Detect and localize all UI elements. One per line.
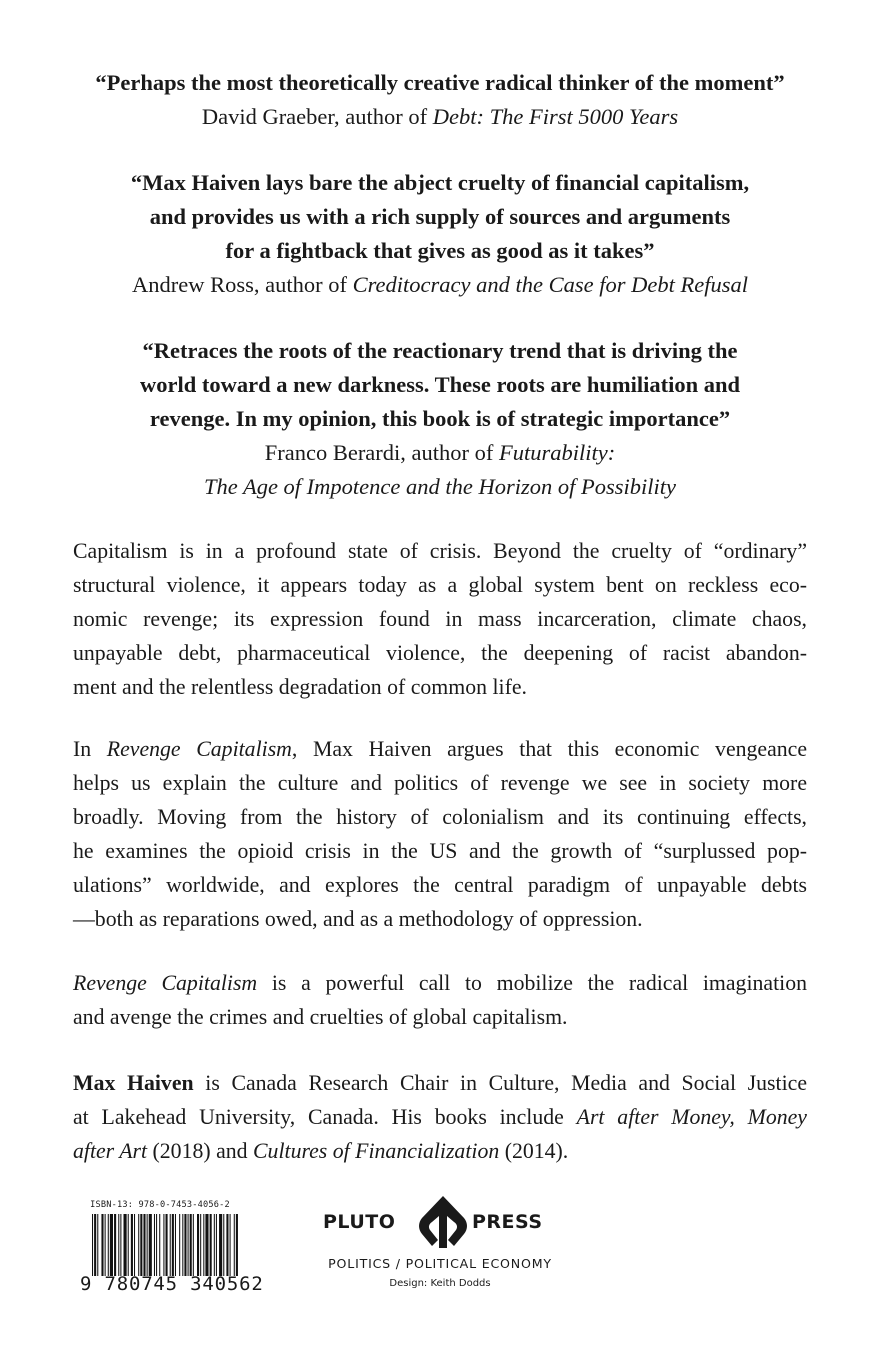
barcode-bar — [138, 1214, 139, 1276]
barcode-bar — [101, 1214, 103, 1276]
quote-line: world toward a new darkness. These roots are humiliation and — [139, 372, 741, 397]
isbn-barcode — [80, 1200, 264, 1300]
author-bio — [73, 1066, 807, 1168]
text-line: broadly. Moving from the history of colonialism and its continuing effects, — [73, 805, 807, 829]
description-paragraph-1 — [73, 534, 807, 704]
quote-line: for a fightback that gives as good as it takes” — [225, 238, 655, 263]
text-line — [73, 1066, 807, 1100]
barcode-bar — [92, 1214, 93, 1276]
text-run: , Max Haiven argues that this economic vengeance — [291, 737, 808, 761]
barcode-bar — [147, 1214, 148, 1276]
blurb-quote — [40, 166, 840, 268]
barcode-bar — [159, 1214, 160, 1276]
attribution-text: Franco Berardi, author of — [264, 440, 500, 465]
barcode-bar — [200, 1214, 201, 1276]
text-line — [73, 1134, 807, 1168]
quote-line: revenge. In my opinion, this book is of strategic importance” — [149, 406, 731, 431]
barcode-bar — [197, 1214, 199, 1276]
subject-category: POLITICS / POLITICAL ECONOMY — [328, 1256, 552, 1271]
publisher-block — [300, 1192, 580, 1302]
text-line — [73, 732, 807, 766]
barcode-bar — [166, 1214, 168, 1276]
barcode-bar — [134, 1214, 135, 1276]
quote-line: “Retraces the roots of the reactionary trend that is driving the — [142, 338, 738, 363]
barcode-bar — [140, 1214, 142, 1276]
author-name: Max Haiven — [73, 1071, 194, 1095]
barcode-bar — [175, 1214, 176, 1276]
barcode-bar — [154, 1214, 155, 1276]
attribution-title: The Age of Impotence and the Horizon of Possibility — [203, 474, 677, 499]
book-title: Cultures of Financialization — [253, 1139, 500, 1163]
blurb-quote — [40, 66, 840, 100]
blurb-attribution — [40, 100, 840, 134]
barcode-bar — [131, 1214, 133, 1276]
barcode-bar — [105, 1214, 106, 1276]
text-line: helps us explain the culture and politics of revenge we see in society more — [73, 771, 807, 795]
barcode-bar — [184, 1214, 186, 1276]
barcode-bar — [108, 1214, 109, 1276]
text-line: —both as reparations owed, and as a methodology of oppression. — [73, 907, 643, 931]
barcode-bar — [124, 1214, 127, 1276]
barcode-bar — [97, 1214, 98, 1276]
barcode-bar — [114, 1214, 116, 1276]
text-line: he examines the opioid crisis in the US and the growth of “surplussed pop- — [73, 839, 807, 863]
pluto-press-logo-icon — [418, 1196, 468, 1248]
barcode-bar — [216, 1214, 217, 1276]
barcode-bar — [143, 1214, 145, 1276]
attribution-title: Creditocracy and the Case for Debt Refusal — [352, 272, 748, 297]
blurb-attribution — [40, 268, 840, 302]
text-line — [73, 966, 807, 1000]
text-line: structural violence, it appears today as a global system bent on reckless eco- — [73, 573, 807, 597]
barcode-bar — [94, 1214, 96, 1276]
attribution-title: Futurability: — [499, 440, 616, 465]
text-line: ment and the relentless degradation of common life. — [73, 675, 527, 699]
text-line — [73, 1100, 807, 1134]
barcode-bar — [172, 1214, 174, 1276]
barcode-bars — [92, 1214, 238, 1276]
blurb-berardi — [40, 334, 840, 504]
barcode-bar — [205, 1214, 208, 1276]
barcode-bar — [110, 1214, 113, 1276]
text-run: is Canada Research Chair in Culture, Media and Social Justice — [193, 1071, 807, 1095]
barcode-bar — [193, 1214, 194, 1276]
blurb-quote — [40, 334, 840, 436]
barcode-bar — [118, 1214, 119, 1276]
quote-line: “Max Haiven lays bare the abject cruelty of financial capitalism, — [130, 170, 750, 195]
blurb-graeber — [40, 66, 840, 134]
barcode-bar — [219, 1214, 222, 1276]
text-run: (2014). — [499, 1139, 569, 1163]
barcode-bar — [234, 1214, 235, 1276]
barcode-bar — [120, 1214, 121, 1276]
publisher-name-right: PRESS — [472, 1211, 543, 1233]
barcode-bar — [223, 1214, 224, 1276]
attribution-title: Debt: The First 5000 Years — [432, 104, 679, 129]
blurb-attribution — [40, 436, 840, 504]
barcode-bar — [230, 1214, 231, 1276]
isbn-digits: 9 780745 340562 — [80, 1273, 264, 1295]
barcode-bar — [188, 1214, 189, 1276]
text-run: at Lakehead University, Canada. His books include — [73, 1105, 577, 1129]
isbn-label: ISBN-13: 978-0-7453-4056-2 — [90, 1200, 230, 1210]
text-line: and avenge the crimes and cruelties of global capitalism. — [73, 1005, 568, 1029]
barcode-bar — [226, 1214, 228, 1276]
blurb-ross — [40, 166, 840, 302]
barcode-bar — [190, 1214, 192, 1276]
barcode-bar — [214, 1214, 215, 1276]
description-paragraph-3 — [73, 966, 807, 1034]
book-title: after Art — [73, 1139, 148, 1163]
text-run: In — [73, 737, 107, 761]
book-title: Revenge Capitalism — [73, 971, 258, 995]
book-title: Revenge Capitalism — [106, 737, 292, 761]
text-line: Capitalism is in a profound state of crisis. Beyond the cruelty of “ordinary” — [73, 539, 807, 563]
barcode-bar — [182, 1214, 183, 1276]
attribution-text: Andrew Ross, author of — [132, 272, 353, 297]
barcode-bar — [179, 1214, 180, 1276]
quote-line: and provides us with a rich supply of sources and arguments — [149, 204, 731, 229]
text-line: ulations” worldwide, and explores the central paradigm of unpayable debts — [73, 873, 807, 897]
text-line: unpayable debt, pharmaceutical violence, the deepening of racist abandon- — [73, 641, 807, 665]
barcode-bar — [163, 1214, 164, 1276]
text-run: is a powerful call to mobilize the radical imagination — [257, 971, 807, 995]
text-run: (2018) and — [147, 1139, 254, 1163]
description-paragraph-2 — [73, 732, 807, 936]
publisher-name-left: PLUTO — [323, 1211, 396, 1233]
text-line: nomic revenge; its expression found in mass incarceration, climate chaos, — [73, 607, 807, 631]
barcode-bar — [170, 1214, 171, 1276]
barcode-bar — [149, 1214, 152, 1276]
book-title: Art after Money, Money — [576, 1105, 807, 1129]
barcode-bar — [236, 1214, 238, 1276]
quote-line: “Perhaps the most theoretically creative radical thinker of the moment” — [95, 70, 785, 95]
barcode-bar — [128, 1214, 129, 1276]
barcode-bar — [156, 1214, 157, 1276]
design-credit: Design: Keith Dodds — [389, 1278, 491, 1289]
attribution-text: David Graeber, author of — [201, 104, 433, 129]
barcode-bar — [210, 1214, 212, 1276]
barcode-bar — [203, 1214, 204, 1276]
